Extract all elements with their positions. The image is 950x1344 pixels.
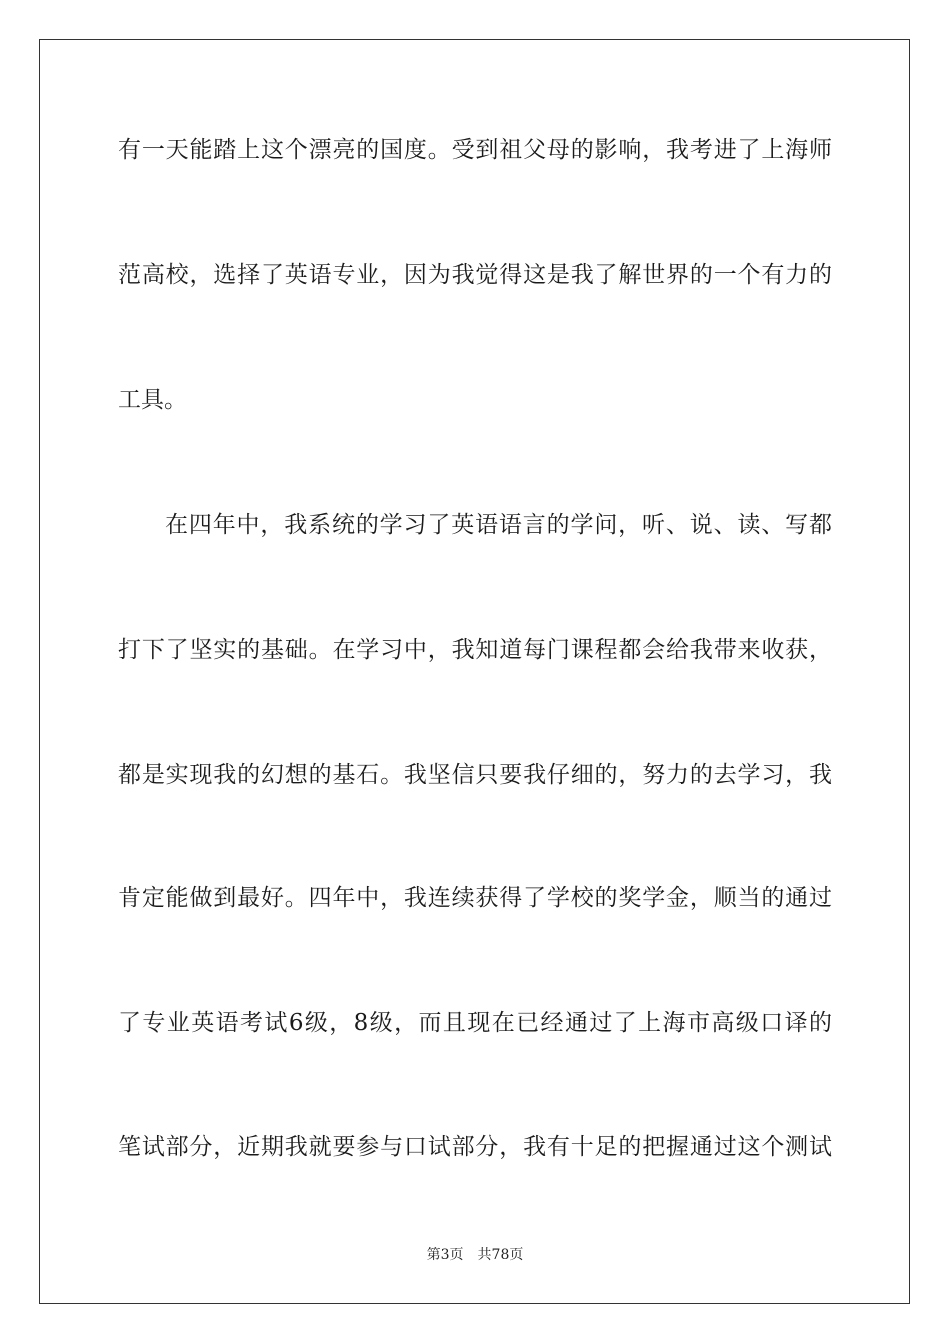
page-frame bbox=[39, 39, 910, 1304]
paragraph-line: 肯定能做到最好。四年中，我连续获得了学校的奖学金，顺当的通过 bbox=[118, 885, 832, 911]
paragraph-line: 工具。 bbox=[118, 387, 187, 413]
page-number: 第3页 bbox=[426, 1247, 464, 1263]
paragraph-line: 打下了坚实的基础。在学习中，我知道每门课程都会给我带来收获， bbox=[118, 637, 832, 663]
paragraph-line: 都是实现我的幻想的基石。我坚信只要我仔细的，努力的去学习，我 bbox=[118, 762, 832, 788]
page-footer bbox=[0, 1245, 950, 1265]
paragraph-line: 有一天能踏上这个漂亮的国度。受到祖父母的影响，我考进了上海师 bbox=[118, 137, 832, 163]
paragraph-line: 笔试部分，近期我就要参与口试部分，我有十足的把握通过这个测试 bbox=[118, 1134, 832, 1160]
paragraph-line: 范高校，选择了英语专业，因为我觉得这是我了解世界的一个有力的 bbox=[118, 262, 832, 288]
total-pages: 共78页 bbox=[477, 1247, 524, 1263]
paragraph-line: 了专业英语考试6级，8级，而且现在已经通过了上海市高级口译的 bbox=[118, 1010, 832, 1036]
paragraph-line: 在四年中，我系统的学习了英语语言的学问，听、说、读、写都 bbox=[165, 512, 832, 538]
